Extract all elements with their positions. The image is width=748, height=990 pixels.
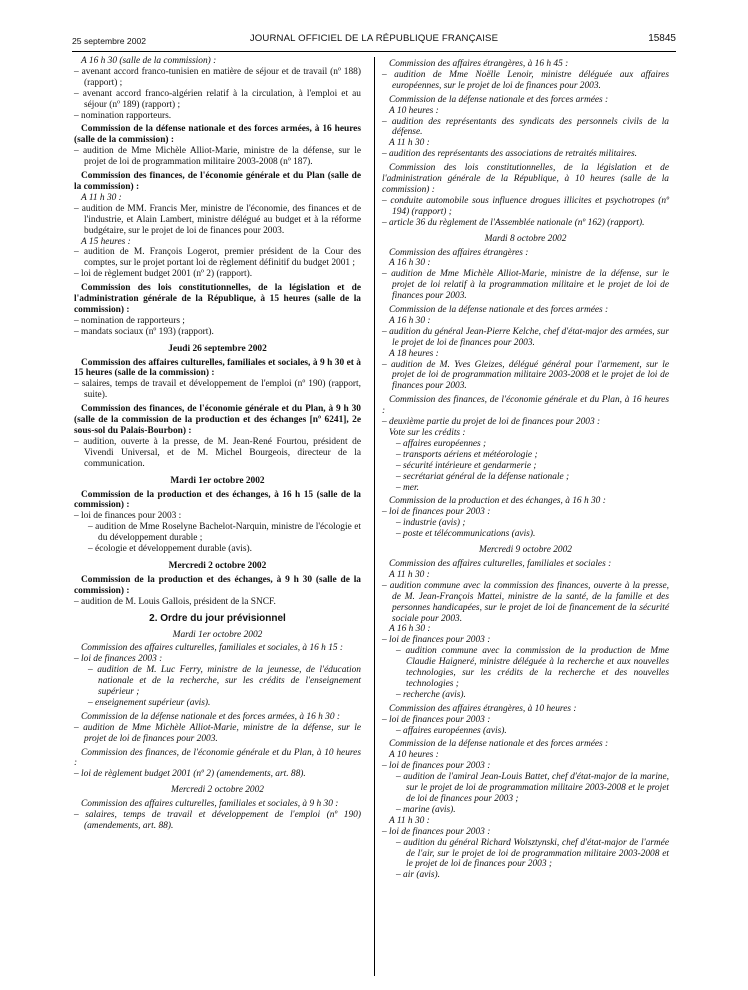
agenda-subitem: – audition du général Richard Wolsztynski, chef d'état-major de l'armée de l'air, sur le projet de loi de programmation militaire 2003-2008 et le projet de loi de finances pour 2003 ; xyxy=(396,837,669,870)
commission-heading: Commission des finances, de l'économie générale et du Plan, à 16 heures : xyxy=(382,395,669,417)
day-heading: Mercredi 9 octobre 2002 xyxy=(479,545,572,556)
agenda-item: – audition de MM. Francis Mer, ministre de l'économie, des finances et de l'industrie, et Alain Lambert, ministre délégué au budget et à la réforme budgétaire, sur le projet de loi de finances pour 2003. xyxy=(74,203,361,236)
commission-heading: Commission des affaires culturelles, familiales et sociales, à 9 h 30 : xyxy=(81,799,339,810)
header-date: 25 septembre 2002 xyxy=(72,36,147,46)
time-heading: A 16 h 30 : xyxy=(389,258,431,269)
commission-heading: Commission de la défense nationale et des forces armées, à 16 h 30 : xyxy=(81,711,340,722)
commission-heading: Commission des lois constitutionnelles, de la législation et de l'administration générale de la République, à 15 heures (salle de la commission) : xyxy=(74,283,361,315)
agenda-item: – audition de M. Louis Gallois, président de la SNCF. xyxy=(74,596,276,607)
time-heading: A 10 heures : xyxy=(389,105,439,116)
commission-heading: Commission des affaires étrangères, à 16 h 45 : xyxy=(389,59,569,69)
agenda-item: – loi de finances 2003 : xyxy=(74,654,163,665)
agenda-subitem: – sécurité intérieure et gendarmerie ; xyxy=(396,460,537,471)
agenda-item: – loi de finances pour 2003 : xyxy=(382,507,491,518)
agenda-item: – loi de finances pour 2003 : xyxy=(74,511,182,522)
agenda-item: – audition de M. Yves Gleizes, délégué général pour l'armement, sur le projet de loi de programmation militaire 2003-2008 et le projet de loi de finances pour 2003. xyxy=(382,359,669,392)
agenda-subitem: – audition de l'amiral Jean-Louis Battet, chef d'état-major de la marine, sur le projet de loi de programmation militaire 2003-2008 et le projet de loi de finances pour 2003 ; xyxy=(396,772,669,804)
agenda-subitem: – mer. xyxy=(396,482,419,493)
day-heading: Jeudi 26 septembre 2002 xyxy=(168,343,267,354)
agenda-subitem: – écologie et développement durable (avis). xyxy=(88,544,252,555)
header-rule xyxy=(72,51,676,52)
agenda-item: – audition du général Jean-Pierre Kelche, chef d'état-major des armées, sur le projet de loi de finances pour 2003. xyxy=(382,326,669,348)
commission-heading: Commission des affaires étrangères, à 10 heures : xyxy=(389,703,577,714)
commission-heading: Commission des affaires culturelles, familiales et sociales, à 9 h 30 et à 15 heures (salle de la commission) : xyxy=(74,357,361,379)
time-heading: A 11 h 30 : xyxy=(389,569,430,580)
agenda-item: – loi de finances pour 2003 : xyxy=(382,761,491,772)
agenda-item: – nomination de rapporteurs ; xyxy=(74,315,185,326)
agenda-item: – salaires, temps de travail et développement de l'emploi (nº 190) (amendements, art. 88). xyxy=(74,810,361,831)
time-heading: A 11 h 30 : xyxy=(389,138,430,149)
agenda-item: – audition de Mme Noëlle Lenoir, ministre déléguée aux affaires européennes, sur le projet de loi de finances pour 2003. xyxy=(382,69,669,91)
page-header xyxy=(72,34,676,48)
commission-heading: Commission des finances, de l'économie générale et du Plan, à 9 h 30 (salle de la commission de la production et des échanges [nº 6241], 2e sous-sol du Palais-Bourbon) : xyxy=(74,404,361,436)
agenda-item: – audition de M. François Logerot, premier président de la Cour des comptes, sur le projet portant loi de règlement définitif du budget 2001 ; xyxy=(74,247,361,269)
agenda-subitem: – marine (avis). xyxy=(396,804,456,815)
right-column xyxy=(382,56,669,881)
time-heading: A 10 heures : xyxy=(389,750,439,761)
agenda-subitem: – secrétariat général de la défense nationale ; xyxy=(396,471,570,482)
agenda-item: – audition de Mme Michèle Alliot-Marie, ministre de la défense, sur le projet de loi de finances pour 2003. xyxy=(74,722,361,744)
agenda-item: – salaires, temps de travail et développement de l'emploi (nº 190) (rapport, suite). xyxy=(74,379,361,401)
agenda-item: – avenant accord franco-algérien relatif à la circulation, à l'emploi et au séjour (nº 189) (rapport) ; xyxy=(74,88,361,110)
agenda-subitem: – audition commune avec la commission de la production de Mme Claudie Haigneré, ministre déléguée à la recherche et aux nouvelles technologies, sur les crédits de la recherche et des nouvelles technologies ; xyxy=(396,646,669,689)
commission-heading: Commission de la défense nationale et des forces armées : xyxy=(389,305,609,316)
commission-heading: Commission de la défense nationale et des forces armées : xyxy=(389,739,609,750)
agenda-subitem: – affaires européennes ; xyxy=(396,438,487,449)
agenda-item: – loi de finances pour 2003 : xyxy=(382,635,491,646)
time-heading: A 16 h 30 : xyxy=(389,624,431,635)
agenda-item: – loi de finances pour 2003 : xyxy=(382,714,491,725)
agenda-subitem: – enseignement supérieur (avis). xyxy=(88,697,211,708)
agenda-item: – mandats sociaux (nº 193) (rapport). xyxy=(74,326,214,337)
agenda-item: – audition commune avec la commission des finances, ouverte à la presse, de M. Jean-François Mattei, ministre de la santé, de la famille et des personnes handicapées, sur le projet de loi de financement de la sécurité sociale pour 2003. xyxy=(382,580,669,624)
day-heading: Mercredi 2 octobre 2002 xyxy=(168,560,267,571)
commission-heading: Commission de la production et des échanges, à 16 h 30 : xyxy=(389,496,606,507)
commission-heading: Commission des finances, de l'économie générale et du Plan, à 10 heures : xyxy=(74,747,361,769)
day-heading: Mardi 1er octobre 2002 xyxy=(170,475,265,486)
page-number: 15845 xyxy=(648,33,676,44)
agenda-subitem: – affaires européennes (avis). xyxy=(396,725,507,736)
commission-heading: Commission des finances, de l'économie générale et du Plan (salle de la commission) : xyxy=(74,171,361,192)
commission-heading: Commission de la défense nationale et des forces armées : xyxy=(389,94,609,105)
time-heading: A 18 heures : xyxy=(389,348,439,359)
agenda-item: – article 36 du règlement de l'Assemblée nationale (nº 162) (rapport). xyxy=(382,217,645,228)
header-title: JOURNAL OFFICIEL DE LA RÉPUBLIQUE FRANÇAISE xyxy=(249,33,499,44)
day-heading: Mardi 8 octobre 2002 xyxy=(484,233,567,244)
agenda-item: – conduite automobile sous influence drogues illicites et psychotropes (nº 194) (rapport) ; xyxy=(382,195,669,217)
time-heading: A 16 h 30 : xyxy=(389,315,431,326)
commission-heading: Commission de la production et des échanges, à 9 h 30 (salle de la commission) : xyxy=(74,574,361,596)
agenda-subitem: – poste et télécommunications (avis). xyxy=(396,529,536,540)
agenda-item: – loi de règlement budget 2001 (nº 2) (rapport). xyxy=(74,269,253,280)
agenda-subitem: – transports aériens et météorologie ; xyxy=(396,449,538,460)
day-heading: Mardi 1er octobre 2002 xyxy=(172,629,263,640)
agenda-item: – audition des représentants des associations de retraités militaires. xyxy=(382,149,637,160)
vote-heading: Vote sur les crédits : xyxy=(389,428,466,438)
agenda-item: – deuxième partie du projet de loi de finances pour 2003 : xyxy=(382,417,601,428)
agenda-item: – audition, ouverte à la presse, de M. Jean-René Fourtou, président de Vivendi Universal, et de M. Michel Bourgeois, directeur de la communication. xyxy=(74,436,361,469)
agenda-subitem: – industrie (avis) ; xyxy=(396,518,466,529)
commission-heading: Commission des affaires étrangères : xyxy=(389,247,529,258)
agenda-item: – avenant accord franco-tunisien en matière de séjour et de travail (nº 188) (rapport) ; xyxy=(74,66,361,88)
agenda-item: – audition des représentants des syndicats des personnels civils de la défense. xyxy=(382,116,669,138)
agenda-item: – audition de Mme Michèle Alliot-Marie, ministre de la défense, sur le projet de loi de programmation militaire 2003-2008 (nº 187). xyxy=(74,146,361,168)
section-heading: 2. Ordre du jour prévisionnel xyxy=(149,612,286,624)
time-heading: A 11 h 30 : xyxy=(389,815,430,826)
agenda-item: – audition de Mme Michèle Alliot-Marie, ministre de la défense, sur le projet de loi relatif à la programmation militaire et le projet de loi de finances pour 2003. xyxy=(382,269,669,302)
agenda-subitem: – recherche (avis). xyxy=(396,689,466,700)
commission-heading: Commission des affaires culturelles, familiales et sociales : xyxy=(389,558,612,569)
agenda-item: – loi de finances pour 2003 : xyxy=(382,826,491,837)
agenda-subitem: – audition de M. Luc Ferry, ministre de la jeunesse, de l'éducation nationale et de la recherche, sur les crédits de l'enseignement supérieur ; xyxy=(88,665,361,698)
time-heading: A 15 heures : xyxy=(81,236,131,247)
commission-heading: Commission de la défense nationale et des forces armées, à 16 heures (salle de la commission) : xyxy=(74,124,361,146)
column-divider xyxy=(374,57,375,976)
left-column xyxy=(74,56,361,832)
time-heading: A 16 h 30 (salle de la commission) : xyxy=(81,56,217,66)
commission-heading: Commission de la production et des échanges, à 16 h 15 (salle de la commission) : xyxy=(74,489,361,511)
agenda-item: – nomination rapporteurs. xyxy=(74,110,172,121)
time-heading: A 11 h 30 : xyxy=(81,192,122,203)
agenda-subitem: – audition de Mme Roselyne Bachelot-Narquin, ministre de l'écologie et du développement durable ; xyxy=(88,522,361,544)
commission-heading: Commission des lois constitutionnelles, de la législation et de l'administration générale de la République, à 10 heures (salle de la commission) : xyxy=(382,163,669,195)
day-heading: Mercredi 2 octobre 2002 xyxy=(171,785,264,796)
commission-heading: Commission des affaires culturelles, familiales et sociales, à 16 h 15 : xyxy=(81,643,344,654)
agenda-subitem: – air (avis). xyxy=(396,870,441,881)
agenda-item: – loi de règlement budget 2001 (nº 2) (amendements, art. 88). xyxy=(74,769,306,780)
